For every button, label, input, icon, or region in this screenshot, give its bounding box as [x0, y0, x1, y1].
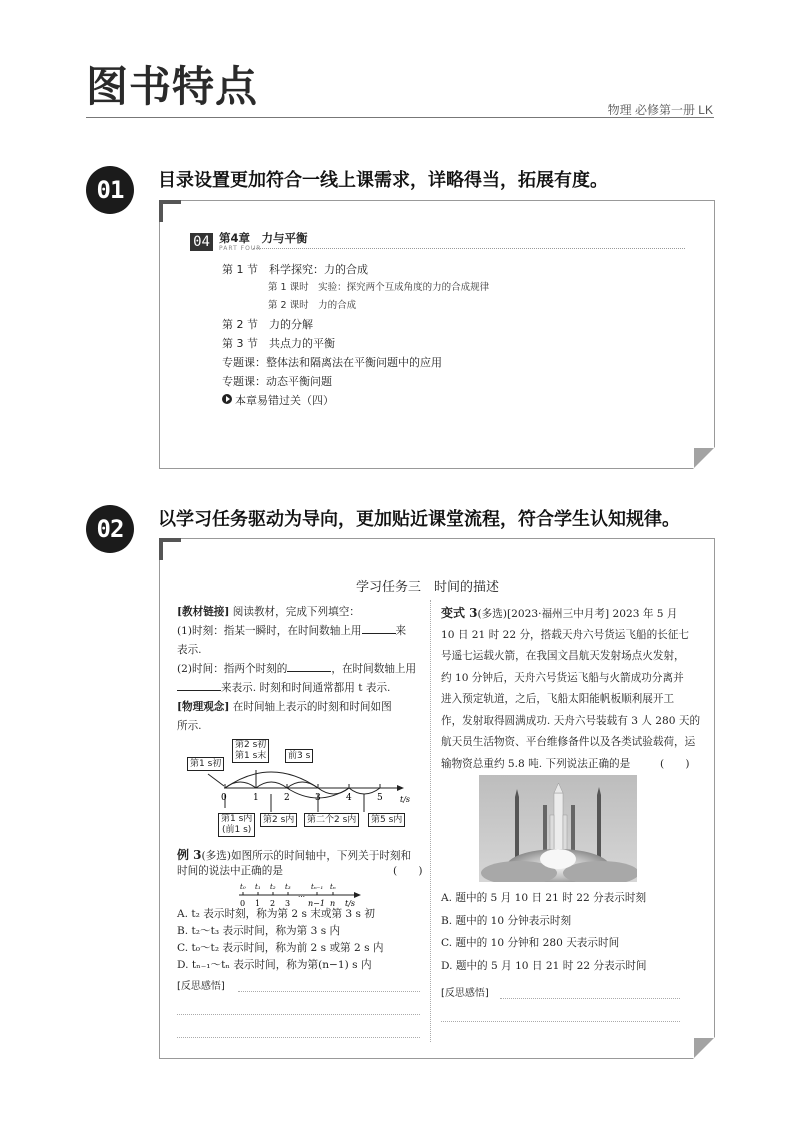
diagram-label: 第2 s内 — [260, 813, 297, 827]
section1-heading: 目录设置更加符合一线上课需求，详略得当，拓展有度。 — [158, 170, 608, 191]
answer-blank[interactable] — [287, 661, 331, 672]
concept-line — [177, 698, 392, 718]
variant-line: 10 日 21 时 22 分，搭载天舟六号货运飞船的长征七 — [441, 628, 689, 641]
textbook-link-tag: [教材链接] — [177, 606, 230, 618]
diagram-label-text: 第1 s末 — [235, 751, 267, 761]
option-c[interactable]: C. t₀～t₂ 表示时间，称为前 2 s 或第 2 s 内 — [177, 942, 384, 954]
answer-blank[interactable] — [177, 680, 221, 691]
variant-line-1 — [441, 603, 678, 626]
mini-t-label: tₙ — [330, 883, 336, 891]
diagram-label: 第二个2 s内 — [304, 813, 359, 827]
mini-n-label: 0 — [240, 899, 246, 908]
reflect-line[interactable] — [441, 1021, 680, 1022]
fill-line-1 — [177, 622, 406, 642]
mini-n-label: 1 — [255, 899, 261, 908]
option-b[interactable]: B. t₂～t₃ 表示时间，称为第 3 s 内 — [177, 925, 341, 937]
diagram-label: 前3 s — [285, 749, 313, 763]
fill-line-2: 表示. — [177, 644, 202, 656]
toc-item[interactable]: 专题课：整体法和隔离法在平衡问题中的应用 — [222, 356, 442, 369]
variant-line: 输物资总重约 5.8 吨. 下列说法正确的是 — [441, 757, 631, 770]
text: (1)时刻：指某一瞬时，在时间数轴上用 — [177, 625, 362, 637]
diagram-label-text: 第1 s内 — [221, 814, 253, 824]
text: ，在时间数轴上用 — [331, 663, 417, 675]
mini-n-label: n — [330, 899, 336, 908]
toc-item[interactable]: 第 1 课时 实验：探究两个互成角度的力的合成规律 — [268, 282, 490, 293]
mini-axis-label: t/s — [345, 899, 356, 908]
rocket-launch-photo — [479, 775, 637, 882]
mini-n-label: 3 — [285, 899, 291, 908]
reflect-label: [反思感悟] — [441, 988, 489, 999]
option-d[interactable]: D. tₙ₋₁～tₙ 表示时间，称为第(n−1) s 内 — [177, 959, 372, 971]
toc-item[interactable]: 第 1 节 科学探究：力的合成 — [222, 263, 368, 276]
example-head: 例 3 — [177, 848, 202, 862]
mini-t-label: t₃ — [285, 883, 291, 891]
reflect-line[interactable] — [238, 991, 420, 992]
variant-line: 进入预定轨道，之后，飞船太阳能帆板顺利展开工 — [441, 693, 675, 705]
diagram-label: 第5 s内 — [368, 813, 405, 827]
section-badge-02: 02 — [86, 505, 134, 553]
tick-label: 1 — [253, 793, 259, 803]
mini-t-label: t₂ — [270, 883, 276, 891]
example-line-2: 时间的说法中正确的是 — [177, 865, 283, 877]
mini-t-label: … — [298, 891, 305, 899]
variant-line: 作，发射取得圆满成功. 天舟六号装载有 3 人 280 天的 — [441, 714, 701, 727]
option-a[interactable]: A. 题中的 5 月 10 日 21 时 22 分表示时刻 — [441, 892, 647, 904]
toc-item[interactable]: 第 2 课时 力的合成 — [268, 300, 357, 311]
variant-line: 号遥七运载火箭，在我国文昌航天发射场点火发射， — [441, 650, 685, 662]
reflect-line[interactable] — [500, 998, 680, 999]
fill-line-3 — [177, 660, 416, 680]
answer-blank[interactable] — [362, 623, 396, 634]
option-d[interactable]: D. 题中的 5 月 10 日 21 时 22 分表示时间 — [441, 959, 647, 972]
toc-item[interactable]: 专题课：动态平衡问题 — [222, 375, 332, 388]
tick-label: 5 — [377, 793, 383, 803]
variant-line: 航天员生活物资、平台维修备件以及各类试验载荷，运 — [441, 736, 696, 748]
option-a[interactable]: A. t₂ 表示时刻，称为第 2 s 末或第 3 s 初 — [177, 908, 375, 920]
text: 阅读教材，完成下列填空： — [229, 606, 360, 618]
page-title: 图书特点 — [86, 62, 259, 111]
chapter-rule — [253, 248, 685, 249]
reflect-line[interactable] — [177, 1014, 420, 1015]
diagram-label-text: (前1 s) — [221, 825, 252, 835]
diagram-label: 第1 s初 — [187, 757, 224, 771]
tick-label: 3 — [315, 793, 321, 803]
mini-t-label: t₁ — [255, 883, 261, 891]
textbook-link-line — [177, 603, 360, 623]
chapter-number: 04 — [190, 233, 213, 251]
text: 来表示. 时刻和时间通常都用 t 表示. — [221, 682, 391, 694]
text: (多选)[2023·福州三中月考] 2023 年 5 月 — [477, 608, 678, 620]
diagram-label — [218, 813, 255, 837]
mini-t-label: t₀ — [240, 883, 246, 891]
reflect-label: [反思感悟] — [177, 981, 225, 992]
tick-label: 4 — [346, 793, 352, 803]
section-badge-01: 01 — [86, 166, 134, 214]
axis-label: t/s — [400, 795, 411, 804]
answer-paren[interactable]: ( ) — [660, 757, 690, 770]
text: 来 — [395, 625, 407, 637]
fill-line-4 — [177, 679, 390, 699]
toc-item[interactable]: 本章易错过关（四） — [235, 394, 334, 407]
option-c[interactable]: C. 题中的 10 分钟和 280 天表示时间 — [441, 937, 620, 949]
section2-heading: 以学习任务驱动为导向，更加贴近课堂流程，符合学生认知规律。 — [158, 509, 680, 530]
task-title: 学习任务三 时间的描述 — [356, 580, 500, 595]
concept-tag: [物理观念] — [177, 701, 230, 713]
variant-line: 约 10 分钟后，天舟六号货运飞船与火箭成功分离并 — [441, 671, 684, 684]
chapter-subtitle: PART FOUR — [219, 245, 262, 252]
header-divider — [86, 117, 714, 118]
play-icon — [222, 394, 232, 404]
mini-t-label: tₙ₋₁ — [311, 883, 324, 891]
reflect-line[interactable] — [177, 1037, 420, 1038]
column-divider — [430, 600, 432, 1042]
tick-label: 0 — [221, 793, 227, 803]
concept-line-2: 所示. — [177, 720, 202, 732]
diagram-label-text: 第2 s初 — [235, 740, 267, 750]
toc-item[interactable]: 第 3 节 共点力的平衡 — [222, 337, 335, 350]
variant-head: 变式 3 — [441, 606, 478, 620]
book-subtitle: 物理 必修第一册 LK — [607, 103, 713, 117]
answer-paren[interactable]: ( ) — [393, 865, 423, 877]
text: (2)时间：指两个时刻的 — [177, 663, 288, 675]
option-b[interactable]: B. 题中的 10 分钟表示时刻 — [441, 914, 572, 927]
chapter-title: 第4章 力与平衡 — [219, 231, 308, 245]
text: (多选)如图所示的时间轴中，下列关于时刻和 — [201, 850, 412, 862]
mini-n-label: 2 — [270, 899, 276, 908]
mini-n-label: n−1 — [308, 899, 325, 908]
text: 在时间轴上表示的时刻和时间如图 — [229, 701, 392, 713]
diagram-label — [232, 739, 269, 763]
tick-label: 2 — [284, 793, 290, 803]
toc-item[interactable]: 第 2 节 力的分解 — [222, 318, 313, 331]
